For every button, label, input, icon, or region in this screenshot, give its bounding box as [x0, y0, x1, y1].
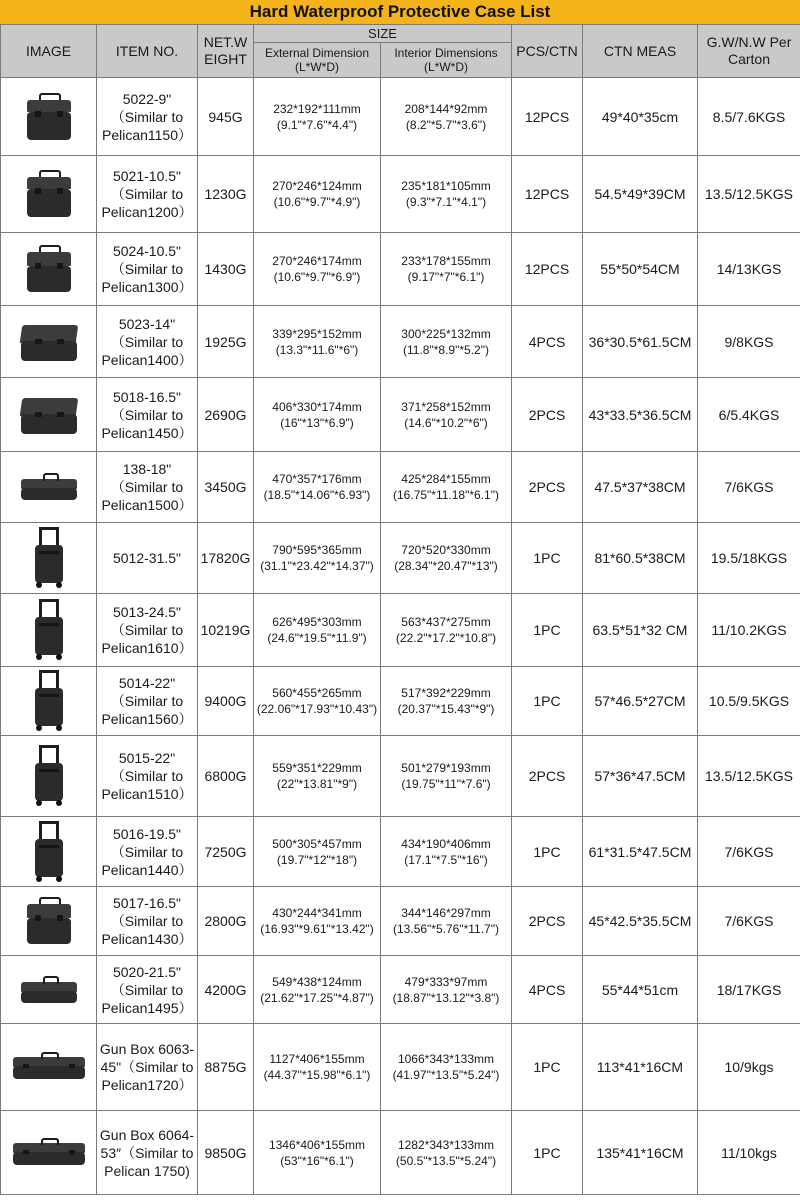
gross-net-weight-text: 13.5/12.5KGS: [705, 186, 793, 202]
interior-dimension-text: 235*181*105mm (9.3"*7.1"*4.1"): [401, 179, 491, 209]
external-dimension: [254, 667, 381, 736]
external-dimension: [254, 1024, 381, 1111]
pcs-per-carton-text: 1PC: [533, 1059, 561, 1075]
pcs-per-carton: [512, 523, 583, 594]
net-weight-text: 1230G: [204, 186, 247, 202]
net-weight: [198, 378, 254, 452]
net-weight: [198, 817, 254, 887]
external-dimension: [254, 523, 381, 594]
gross-net-weight-text: 18/17KGS: [716, 981, 782, 998]
interior-dimension-text: 434*190*406mm (17.1"*7.5"*16"): [401, 836, 491, 867]
table-row: [1, 452, 800, 523]
pcs-per-carton-text: 4PCS: [528, 333, 566, 350]
carton-measure-text: 135*41*16CM: [596, 1144, 684, 1161]
net-weight-text: 8875G: [204, 1059, 247, 1075]
external-dimension-text: 1127*406*155mm (44.37"*15.98"*6.1"): [263, 1052, 371, 1082]
product-image: [1, 306, 97, 378]
net-weight-text: 945G: [208, 108, 243, 125]
item-number: [97, 233, 198, 306]
net-weight: [198, 523, 254, 594]
header-item-no-label: ITEM NO.: [115, 42, 179, 59]
carton-measure: [583, 956, 698, 1024]
interior-dimension-text: 208*144*92mm (8.2"*5.7"*3.6"): [404, 101, 488, 132]
small-case-icon: [21, 89, 77, 145]
external-dimension: [254, 887, 381, 956]
external-dimension: [254, 452, 381, 523]
net-weight: [198, 156, 254, 233]
table-row: [1, 156, 800, 233]
external-dimension-text: 500*305*457mm (19.7"*12"*18"): [272, 836, 362, 867]
table-row: [1, 233, 800, 306]
interior-dimension-text: 300*225*132mm (11.8"*8.9"*5.2"): [401, 326, 491, 357]
header-item-no: [97, 25, 198, 78]
pcs-per-carton: [512, 1024, 583, 1111]
item-number: [97, 594, 198, 667]
external-dimension-text: 1346*406*155mm (53"*16"*6.1"): [268, 1137, 366, 1168]
header-net-weight-label: NET.W EIGHT: [203, 34, 248, 67]
interior-dimension-text: 425*284*155mm (16.75"*11.18"*6.1"): [393, 472, 499, 502]
gross-net-weight-text: 8.5/7.6KGS: [712, 108, 786, 125]
external-dimension-text: 406*330*174mm (16"*13"*6.9"): [272, 399, 362, 430]
carton-measure-text: 57*46.5*27CM: [594, 693, 686, 709]
gross-net-weight-text: 10.5/9.5KGS: [708, 693, 790, 709]
interior-dimension-text: 563*437*275mm (22.2"*17.2"*10.8"): [395, 615, 497, 645]
carton-measure-text: 81*60.5*38CM: [594, 550, 686, 566]
pcs-per-carton-text: 2PCS: [528, 768, 566, 784]
product-image: [1, 956, 97, 1024]
product-image: [1, 233, 97, 306]
gross-net-weight: [698, 306, 800, 378]
pcs-per-carton-text: 1PC: [533, 1144, 561, 1161]
header-ctn-meas-label: CTN MEAS: [603, 42, 677, 59]
item-number: [97, 156, 198, 233]
net-weight-text: 1925G: [204, 333, 247, 350]
item-number: [97, 667, 198, 736]
header-gw-nw-label: G.W/N.W Per Carton: [706, 34, 792, 67]
product-image: [1, 378, 97, 452]
gross-net-weight-text: 13.5/12.5KGS: [705, 768, 793, 784]
header-interior-label: Interior Dimensions (L*W*D): [394, 46, 498, 74]
net-weight-text: 4200G: [204, 981, 247, 998]
carton-measure: [583, 887, 698, 956]
pcs-per-carton: [512, 817, 583, 887]
carton-measure-text: 55*50*54CM: [600, 261, 680, 277]
pcs-per-carton-text: 1PC: [533, 622, 561, 638]
external-dimension-text: 270*246*124mm (10.6"*9.7"*4.9"): [272, 179, 362, 209]
page-title: Hard Waterproof Protective Case List: [0, 0, 800, 24]
product-image: [1, 817, 97, 887]
carton-measure-text: 61*31.5*47.5CM: [588, 843, 692, 860]
external-dimension-text: 559*351*229mm (22"*13.81"*9"): [272, 761, 362, 791]
interior-dimension: [381, 233, 512, 306]
interior-dimension: [381, 736, 512, 817]
pcs-per-carton: [512, 956, 583, 1024]
carton-measure: [583, 594, 698, 667]
table-row: [1, 306, 800, 378]
table-row: [1, 667, 800, 736]
case-list-table: [0, 24, 800, 1195]
interior-dimension: [381, 1024, 512, 1111]
header-size-label: SIZE: [368, 26, 397, 41]
carton-measure: [583, 306, 698, 378]
pcs-per-carton: [512, 378, 583, 452]
net-weight-text: 3450G: [204, 479, 247, 495]
external-dimension-text: 232*192*111mm (9.1"*7.6"*4.4"): [273, 101, 361, 132]
trolley-case-icon: [25, 527, 73, 589]
gross-net-weight-text: 19.5/18KGS: [710, 550, 788, 566]
net-weight: [198, 1024, 254, 1111]
net-weight-text: 2690G: [204, 406, 247, 423]
product-image: [1, 78, 97, 156]
external-dimension: [254, 1111, 381, 1195]
carton-measure: [583, 1024, 698, 1111]
item-number: [97, 452, 198, 523]
gross-net-weight: [698, 736, 800, 817]
item-number: [97, 523, 198, 594]
pcs-per-carton: [512, 306, 583, 378]
item-number-text: 5022-9" （Similar to Pelican1150）: [101, 90, 193, 143]
net-weight-text: 17820G: [200, 550, 251, 566]
item-number-text: 5013-24.5" （Similar to Pelican1610）: [101, 604, 193, 656]
net-weight: [198, 956, 254, 1024]
item-number-text: 5020-21.5" （Similar to Pelican1495）: [101, 963, 193, 1016]
table-row: [1, 594, 800, 667]
carton-measure: [583, 452, 698, 523]
item-number-text: 138-18" （Similar to Pelican1500）: [101, 461, 193, 513]
external-dimension-text: 790*595*365mm (31.1"*23.42"*14.37"): [260, 543, 374, 573]
pcs-per-carton: [512, 887, 583, 956]
table-row: [1, 78, 800, 156]
product-image: [1, 452, 97, 523]
table-row: [1, 956, 800, 1024]
gross-net-weight-text: 6/5.4KGS: [718, 406, 780, 423]
pcs-per-carton: [512, 667, 583, 736]
pcs-per-carton: [512, 594, 583, 667]
item-number: [97, 817, 198, 887]
pcs-per-carton-text: 2PCS: [528, 913, 566, 929]
item-number: [97, 306, 198, 378]
pcs-per-carton-text: 2PCS: [528, 479, 566, 495]
item-number-text: 5015-22" （Similar to Pelican1510）: [101, 750, 193, 802]
pcs-per-carton-text: 2PCS: [528, 406, 566, 423]
interior-dimension: [381, 1111, 512, 1195]
trolley-case-icon: [25, 670, 73, 732]
carton-measure: [583, 233, 698, 306]
net-weight: [198, 887, 254, 956]
header-pcs-ctn: [512, 25, 583, 78]
product-image: [1, 1111, 97, 1195]
gross-net-weight: [698, 1111, 800, 1195]
header-interior-dimension: [381, 43, 512, 78]
interior-dimension-text: 371*258*152mm (14.6"*10.2"*6"): [401, 399, 491, 430]
net-weight-text: 7250G: [204, 843, 247, 860]
interior-dimension: [381, 523, 512, 594]
external-dimension: [254, 233, 381, 306]
external-dimension-text: 270*246*174mm (10.6"*9.7"*6.9"): [272, 254, 362, 284]
product-image: [1, 523, 97, 594]
gross-net-weight-text: 10/9kgs: [724, 1059, 774, 1075]
external-dimension: [254, 736, 381, 817]
deep-case-icon: [21, 893, 77, 949]
interior-dimension-text: 344*146*297mm (13.56"*5.76"*11.7"): [393, 906, 499, 936]
carton-measure-text: 49*40*35cm: [601, 108, 679, 125]
carton-measure-text: 55*44*51cm: [601, 981, 679, 998]
carton-measure-text: 63.5*51*32 CM: [592, 622, 688, 638]
item-number-text: 5021-10.5" （Similar to Pelican1200）: [101, 168, 193, 220]
pcs-per-carton: [512, 736, 583, 817]
flat-case-icon: [17, 467, 81, 507]
header-gw-nw: [698, 25, 800, 78]
gross-net-weight-text: 11/10.2KGS: [711, 622, 787, 638]
interior-dimension: [381, 956, 512, 1024]
item-number-text: 5014-22" （Similar to Pelican1560）: [101, 675, 193, 727]
item-number: [97, 378, 198, 452]
gross-net-weight: [698, 233, 800, 306]
external-dimension: [254, 956, 381, 1024]
carton-measure: [583, 156, 698, 233]
gross-net-weight: [698, 156, 800, 233]
carton-measure-text: 45*42.5*35.5CM: [588, 913, 692, 929]
interior-dimension: [381, 452, 512, 523]
carton-measure: [583, 817, 698, 887]
gross-net-weight: [698, 78, 800, 156]
net-weight-text: 6800G: [204, 768, 247, 784]
header-external-label: External Dimension (L*W*D): [264, 46, 370, 74]
trolley-case-icon: [25, 821, 73, 883]
gross-net-weight-text: 7/6KGS: [724, 479, 774, 495]
gross-net-weight: [698, 1024, 800, 1111]
net-weight: [198, 736, 254, 817]
interior-dimension-text: 501*279*193mm (19.75"*11"*7.6"): [401, 761, 491, 791]
pcs-per-carton-text: 12PCS: [524, 108, 570, 125]
interior-dimension-text: 517*392*229mm (20.37"*15.43"*9"): [397, 686, 495, 716]
net-weight-text: 9400G: [204, 693, 247, 709]
table-row: [1, 817, 800, 887]
gross-net-weight: [698, 523, 800, 594]
external-dimension-text: 339*295*152mm (13.3"*11.6"*6"): [272, 326, 362, 357]
net-weight: [198, 233, 254, 306]
external-dimension: [254, 156, 381, 233]
product-image: [1, 736, 97, 817]
net-weight: [198, 1111, 254, 1195]
net-weight: [198, 667, 254, 736]
table-row: [1, 736, 800, 817]
interior-dimension-text: 233*178*155mm (9.17"*7"*6.1"): [401, 254, 491, 284]
carton-measure-text: 57*36*47.5CM: [594, 768, 686, 784]
external-dimension: [254, 817, 381, 887]
gross-net-weight: [698, 378, 800, 452]
medium-case-icon: [17, 390, 81, 440]
item-number-text: 5016-19.5" （Similar to Pelican1440）: [101, 825, 193, 878]
header-net-weight: [198, 25, 254, 78]
net-weight: [198, 452, 254, 523]
carton-measure-text: 36*30.5*61.5CM: [588, 333, 692, 350]
gross-net-weight-text: 9/8KGS: [724, 333, 774, 350]
flat-case-icon: [17, 970, 81, 1010]
interior-dimension: [381, 306, 512, 378]
pcs-per-carton-text: 1PC: [533, 843, 561, 860]
gross-net-weight: [698, 817, 800, 887]
gross-net-weight: [698, 887, 800, 956]
pcs-per-carton: [512, 156, 583, 233]
net-weight-text: 1430G: [204, 261, 247, 277]
gross-net-weight-text: 11/10kgs: [721, 1144, 777, 1161]
item-number: [97, 956, 198, 1024]
item-number-text: 5023-14" （Similar to Pelican1400）: [101, 315, 193, 368]
header-pcs-ctn-label: PCS/CTN: [516, 42, 578, 59]
header-size: [254, 25, 512, 43]
carton-measure: [583, 378, 698, 452]
interior-dimension: [381, 817, 512, 887]
pcs-per-carton-text: 4PCS: [528, 981, 566, 998]
gross-net-weight-text: 14/13KGS: [716, 261, 782, 277]
item-number-text: 5018-16.5" （Similar to Pelican1450）: [101, 388, 193, 441]
interior-dimension: [381, 156, 512, 233]
item-number: [97, 78, 198, 156]
net-weight-text: 10219G: [200, 622, 251, 638]
external-dimension: [254, 378, 381, 452]
gross-net-weight: [698, 452, 800, 523]
product-image: [1, 667, 97, 736]
header-image: [1, 25, 97, 78]
table-row: [1, 523, 800, 594]
interior-dimension: [381, 594, 512, 667]
product-image: [1, 1024, 97, 1111]
gross-net-weight-text: 7/6KGS: [724, 843, 774, 860]
interior-dimension-text: 1282*343*133mm (50.5"*13.5"*5.24"): [395, 1137, 497, 1168]
interior-dimension: [381, 667, 512, 736]
carton-measure-text: 43*33.5*36.5CM: [588, 406, 692, 423]
table-row: [1, 1024, 800, 1111]
carton-measure-text: 54.5*49*39CM: [594, 186, 686, 202]
pcs-per-carton: [512, 452, 583, 523]
external-dimension-text: 470*357*176mm (18.5"*14.06"*6.93"): [263, 472, 371, 502]
item-number: [97, 887, 198, 956]
interior-dimension: [381, 887, 512, 956]
trolley-case-icon: [25, 599, 73, 661]
carton-measure: [583, 736, 698, 817]
table-row: [1, 1111, 800, 1195]
pcs-per-carton-text: 12PCS: [524, 261, 570, 277]
net-weight: [198, 594, 254, 667]
deep-case-icon: [21, 241, 77, 297]
carton-measure: [583, 667, 698, 736]
table-row: [1, 378, 800, 452]
gun-case-icon: [11, 1135, 87, 1171]
carton-measure: [583, 523, 698, 594]
product-image: [1, 594, 97, 667]
product-image: [1, 156, 97, 233]
interior-dimension-text: 1066*343*133mm (41.97"*13.5"*5.24"): [392, 1052, 500, 1082]
header-external-dimension: [254, 43, 381, 78]
carton-measure-text: 47.5*37*38CM: [594, 479, 686, 495]
external-dimension-text: 626*495*303mm (24.6"*19.5"*11.9"): [267, 615, 367, 645]
product-image: [1, 887, 97, 956]
pcs-per-carton: [512, 233, 583, 306]
interior-dimension-text: 479*333*97mm (18.87"*13.12"*3.8"): [392, 974, 500, 1005]
item-number-text: Gun Box 6064- 53″（Similar to Pelican 1750): [99, 1126, 195, 1179]
pcs-per-carton: [512, 78, 583, 156]
pcs-per-carton-text: 1PC: [533, 550, 561, 566]
pcs-per-carton: [512, 1111, 583, 1195]
item-number: [97, 1111, 198, 1195]
external-dimension: [254, 78, 381, 156]
interior-dimension: [381, 378, 512, 452]
small-case-icon: [21, 166, 77, 222]
gross-net-weight: [698, 667, 800, 736]
table-row: [1, 887, 800, 956]
item-number-text: 5017-16.5" （Similar to Pelican1430）: [101, 895, 193, 947]
carton-measure: [583, 78, 698, 156]
item-number: [97, 1024, 198, 1111]
medium-case-icon: [17, 317, 81, 367]
carton-measure: [583, 1111, 698, 1195]
header-ctn-meas: [583, 25, 698, 78]
carton-measure-text: 113*41*16CM: [596, 1059, 684, 1075]
gross-net-weight-text: 7/6KGS: [724, 913, 774, 929]
header-image-label: IMAGE: [25, 42, 72, 59]
external-dimension-text: 430*244*341mm (16.93"*9.61"*13.42"): [260, 906, 374, 936]
item-number: [97, 736, 198, 817]
pcs-per-carton-text: 12PCS: [524, 186, 570, 202]
item-number-text: 5012-31.5": [112, 550, 182, 566]
net-weight-text: 2800G: [204, 913, 247, 929]
item-number-text: Gun Box 6063- 45"（Similar to Pelican1720）: [99, 1041, 195, 1093]
gross-net-weight: [698, 594, 800, 667]
external-dimension: [254, 306, 381, 378]
gun-case-icon: [11, 1049, 87, 1085]
item-number-text: 5024-10.5" （Similar to Pelican1300）: [101, 243, 193, 295]
trolley-case-icon: [25, 745, 73, 807]
gross-net-weight: [698, 956, 800, 1024]
pcs-per-carton-text: 1PC: [533, 693, 561, 709]
net-weight: [198, 78, 254, 156]
interior-dimension-text: 720*520*330mm (28.34"*20.47"*13"): [394, 543, 498, 573]
external-dimension: [254, 594, 381, 667]
net-weight: [198, 306, 254, 378]
interior-dimension: [381, 78, 512, 156]
external-dimension-text: 549*438*124mm (21.62"*17.25"*4.87"): [260, 974, 374, 1005]
net-weight-text: 9850G: [204, 1144, 247, 1161]
external-dimension-text: 560*455*265mm (22.06"*17.93"*10.43"): [256, 686, 378, 716]
